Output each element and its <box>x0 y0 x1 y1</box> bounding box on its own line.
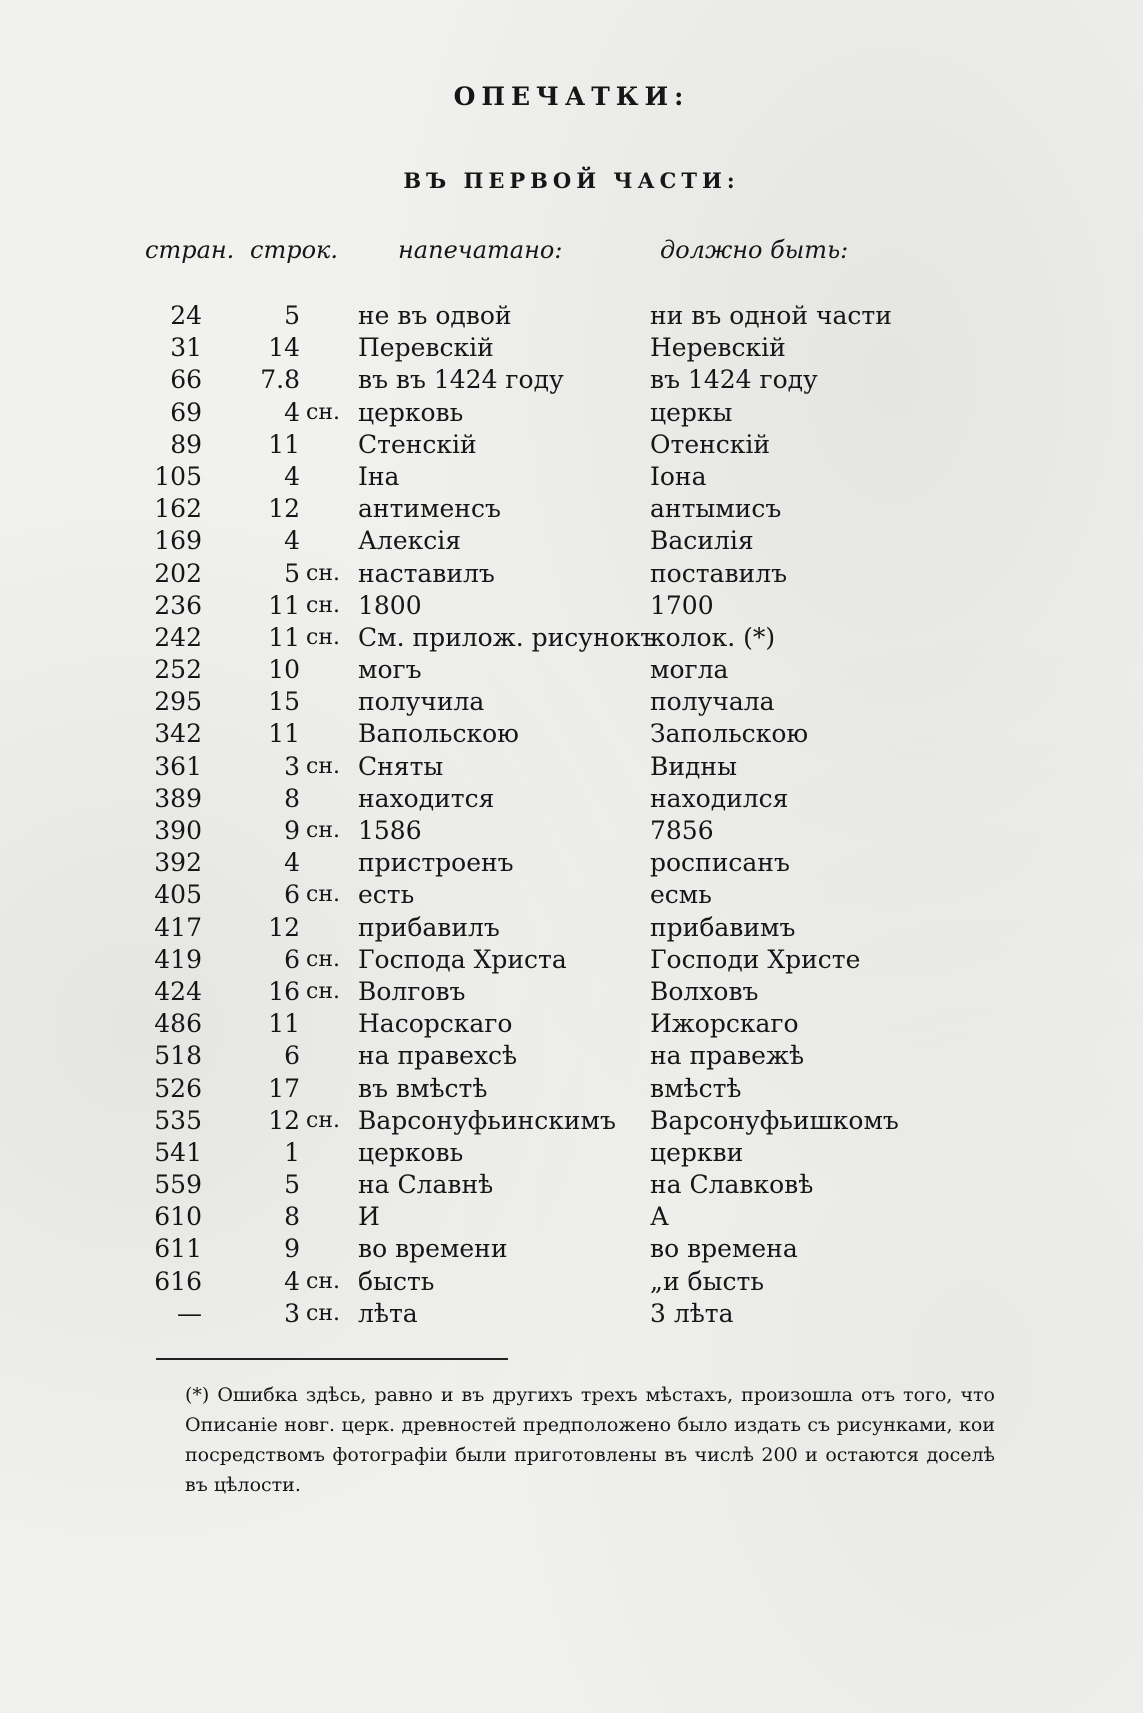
row-page-number: 518 <box>154 1041 202 1071</box>
row-line-number: 6 <box>284 1041 300 1071</box>
row-should-be-text: церкви <box>650 1137 744 1167</box>
row-page-number: 31 <box>170 333 202 363</box>
row-should-be-text: росписанъ <box>650 848 790 878</box>
row-line-number: 1 <box>284 1137 300 1167</box>
row-should-be-text: Видны <box>650 751 737 781</box>
row-page-number: 417 <box>154 912 202 942</box>
row-page-number: 236 <box>154 590 202 620</box>
page-title: ОПЕЧАТКИ: <box>453 82 690 111</box>
row-page-number: 24 <box>170 301 202 330</box>
table-row <box>0 815 1143 847</box>
row-printed-text: церковь <box>358 397 464 427</box>
row-should-be-text: „и бысть <box>650 1266 764 1296</box>
row-page-number: 389 <box>154 783 202 813</box>
table-row <box>0 912 1143 944</box>
row-should-be-text: 3 лѣта <box>650 1298 734 1328</box>
row-line-number: 5 <box>284 558 300 588</box>
row-printed-text: Вапольскою <box>358 719 519 749</box>
row-printed-text: пристроенъ <box>358 848 514 878</box>
row-line-note: сн. <box>306 592 340 618</box>
table-row <box>0 1233 1143 1265</box>
row-page-number: 535 <box>154 1105 202 1135</box>
row-printed-text: на Славнѣ <box>358 1170 494 1200</box>
row-page-number: 202 <box>154 558 202 588</box>
row-should-be-text: на правежѣ <box>650 1041 805 1071</box>
row-should-be-text: Ижорскаго <box>650 1009 799 1039</box>
table-row <box>0 461 1143 493</box>
table-row <box>0 751 1143 783</box>
row-line-number: 8 <box>284 1202 300 1232</box>
row-printed-text: могъ <box>358 655 422 685</box>
row-printed-text: И <box>358 1202 380 1232</box>
table-row <box>0 1073 1143 1105</box>
row-should-be-text: 7856 <box>650 816 714 845</box>
row-line-note: сн. <box>306 1107 340 1133</box>
row-page-number: 66 <box>170 365 202 395</box>
table-row <box>0 364 1143 396</box>
row-should-be-text: вмѣстѣ <box>650 1073 742 1103</box>
row-line-number: 4 <box>284 1266 300 1296</box>
row-line-note: сн. <box>306 624 340 650</box>
table-row <box>0 332 1143 364</box>
table-row <box>0 1169 1143 1201</box>
row-page-number: 526 <box>154 1073 202 1103</box>
table-row <box>0 300 1143 332</box>
row-should-be-text: Варсонуфьишкомъ <box>650 1105 899 1135</box>
row-line-note: сн. <box>306 978 340 1004</box>
table-row <box>0 429 1143 461</box>
row-page-number: — <box>177 1298 202 1328</box>
row-line-note: сн. <box>306 1268 340 1294</box>
row-should-be-text: Волховъ <box>650 976 759 1006</box>
footnote-divider <box>156 1358 508 1360</box>
column-header-page: стран. <box>145 236 235 264</box>
row-line-number: 8 <box>284 783 300 813</box>
row-should-be-text: Господи Христе <box>650 944 861 974</box>
row-line-number: 4 <box>284 397 300 427</box>
row-page-number: 89 <box>170 429 202 459</box>
row-printed-text: лѣта <box>358 1298 418 1328</box>
table-row <box>0 558 1143 590</box>
row-printed-text: бысть <box>358 1266 435 1296</box>
row-printed-text: не въ одвой <box>358 301 512 330</box>
row-line-number: 3 <box>284 1298 300 1328</box>
row-page-number: 342 <box>154 719 202 749</box>
row-line-number: 11 <box>268 429 300 459</box>
row-line-number: 11 <box>268 622 300 652</box>
row-printed-text: церковь <box>358 1137 464 1167</box>
row-page-number: 169 <box>154 526 202 556</box>
row-should-be-text: Іона <box>650 461 707 491</box>
row-line-note: сн. <box>306 946 340 972</box>
row-page-number: 616 <box>154 1266 202 1296</box>
row-printed-text: Насорскаго <box>358 1009 513 1039</box>
row-line-note: сн. <box>306 399 340 425</box>
section-subtitle: ВЪ ПЕРВОЙ ЧАСТИ: <box>403 168 740 193</box>
table-row <box>0 783 1143 815</box>
row-line-number: 12 <box>268 912 300 942</box>
row-line-number: 7.8 <box>260 365 300 395</box>
row-printed-text: на правехсѣ <box>358 1041 518 1071</box>
row-printed-text: Волговъ <box>358 976 466 1006</box>
table-row <box>0 1105 1143 1137</box>
row-should-be-text: прибавимъ <box>650 912 796 942</box>
row-line-number: 6 <box>284 944 300 974</box>
table-row <box>0 718 1143 750</box>
row-printed-text: Сняты <box>358 751 444 781</box>
row-line-number: 4 <box>284 526 300 556</box>
row-should-be-text: антымисъ <box>650 494 782 524</box>
row-page-number: 392 <box>154 848 202 878</box>
errata-table <box>0 300 1143 1330</box>
row-line-number: 12 <box>268 494 300 524</box>
row-line-number: 5 <box>284 1170 300 1200</box>
row-page-number: 424 <box>154 976 202 1006</box>
row-line-number: 4 <box>284 461 300 491</box>
row-page-number: 252 <box>154 655 202 685</box>
row-line-number: 15 <box>268 687 300 717</box>
row-page-number: 295 <box>154 687 202 717</box>
table-row <box>0 622 1143 654</box>
row-line-note: сн. <box>306 882 340 908</box>
table-row <box>0 1201 1143 1233</box>
row-printed-text: въ вмѣстѣ <box>358 1073 488 1103</box>
row-should-be-text: во времена <box>650 1234 798 1264</box>
table-row <box>0 1266 1143 1298</box>
table-row <box>0 525 1143 557</box>
footnote: (*) Ошибка здѣсь, равно и въ другихъ трехъ мѣстахъ, произошла отъ того, что Описаніе новг. церк. древностей предположено было издать съ рисунками, кои посредствомъ фотографіи были приготовлены въ числѣ 200 и остаются доселѣ въ цѣлости. <box>185 1384 995 1496</box>
table-row <box>0 1040 1143 1072</box>
row-page-number: 162 <box>154 494 202 524</box>
row-line-number: 11 <box>268 719 300 749</box>
row-printed-text: въ въ 1424 году <box>358 365 564 395</box>
row-should-be-text: есмь <box>650 880 712 910</box>
row-line-number: 9 <box>284 1234 300 1264</box>
row-printed-text: наставилъ <box>358 558 495 588</box>
row-printed-text: получила <box>358 687 485 717</box>
row-printed-text: прибавилъ <box>358 912 500 942</box>
table-row <box>0 847 1143 879</box>
row-page-number: 390 <box>154 816 202 845</box>
row-should-be-text: получала <box>650 687 775 717</box>
row-should-be-text: Неревскій <box>650 333 786 363</box>
row-page-number: 610 <box>154 1202 202 1232</box>
row-page-number: 541 <box>154 1137 202 1167</box>
row-line-number: 5 <box>284 301 300 330</box>
row-line-note: сн. <box>306 753 340 779</box>
table-row <box>0 1137 1143 1169</box>
column-header-line: строк. <box>250 236 338 264</box>
table-row <box>0 686 1143 718</box>
row-printed-text: Господа Христа <box>358 944 567 974</box>
row-page-number: 559 <box>154 1170 202 1200</box>
row-printed-text: 1800 <box>358 590 422 620</box>
row-printed-text: Стенскій <box>358 429 477 459</box>
row-should-be-text: Отенскій <box>650 429 771 459</box>
row-printed-text: 1586 <box>358 816 422 845</box>
row-printed-text: находится <box>358 783 495 813</box>
row-page-number: 105 <box>154 461 202 491</box>
row-should-be-text: церкы <box>650 397 733 427</box>
row-printed-text: антименсъ <box>358 494 501 524</box>
row-line-note: сн. <box>306 818 340 843</box>
column-header-printed: напечатано: <box>398 236 563 264</box>
row-page-number: 486 <box>154 1009 202 1039</box>
row-should-be-text: Василія <box>650 526 754 556</box>
row-printed-text: Варсонуфьинскимъ <box>358 1105 616 1135</box>
row-line-number: 11 <box>268 1009 300 1039</box>
row-line-number: 6 <box>284 880 300 910</box>
row-page-number: 69 <box>170 397 202 427</box>
row-should-be-text: могла <box>650 655 729 685</box>
row-line-number: 3 <box>284 751 300 781</box>
row-line-note: сн. <box>306 1300 340 1326</box>
row-page-number: 405 <box>154 880 202 910</box>
row-line-number: 9 <box>284 816 300 845</box>
row-printed-text: Алексія <box>358 526 462 556</box>
row-page-number: 419 <box>154 944 202 974</box>
table-row <box>0 1008 1143 1040</box>
row-printed-text: Перевскій <box>358 333 494 363</box>
row-printed-text: См. прилож. рисунокъ <box>358 622 657 652</box>
table-row <box>0 493 1143 525</box>
row-should-be-text: 1700 <box>650 590 714 620</box>
row-should-be-text: колок. (*) <box>650 622 776 652</box>
table-row <box>0 590 1143 622</box>
row-line-number: 12 <box>268 1105 300 1135</box>
row-should-be-text: Запольскою <box>650 719 809 749</box>
row-line-number: 17 <box>268 1073 300 1103</box>
row-should-be-text: находился <box>650 783 789 813</box>
row-line-note: сн. <box>306 560 340 586</box>
row-page-number: 361 <box>154 751 202 781</box>
table-row <box>0 944 1143 976</box>
row-should-be-text: въ 1424 году <box>650 365 818 395</box>
row-should-be-text: А <box>650 1202 669 1232</box>
column-header-should-be: должно быть: <box>660 236 849 264</box>
table-row <box>0 976 1143 1008</box>
table-row <box>0 1298 1143 1330</box>
row-line-number: 16 <box>268 976 300 1006</box>
row-should-be-text: на Славковѣ <box>650 1170 814 1200</box>
row-should-be-text: ни въ одной части <box>650 301 892 330</box>
table-row <box>0 397 1143 429</box>
row-printed-text: Іна <box>358 461 400 491</box>
row-line-number: 10 <box>268 655 300 685</box>
table-row <box>0 879 1143 911</box>
row-page-number: 242 <box>154 622 202 652</box>
row-line-number: 11 <box>268 590 300 620</box>
row-printed-text: во времени <box>358 1234 508 1264</box>
row-line-number: 14 <box>268 333 300 363</box>
row-should-be-text: поставилъ <box>650 558 787 588</box>
table-row <box>0 654 1143 686</box>
row-page-number: 611 <box>154 1234 202 1264</box>
row-line-number: 4 <box>284 848 300 878</box>
row-printed-text: есть <box>358 880 415 910</box>
